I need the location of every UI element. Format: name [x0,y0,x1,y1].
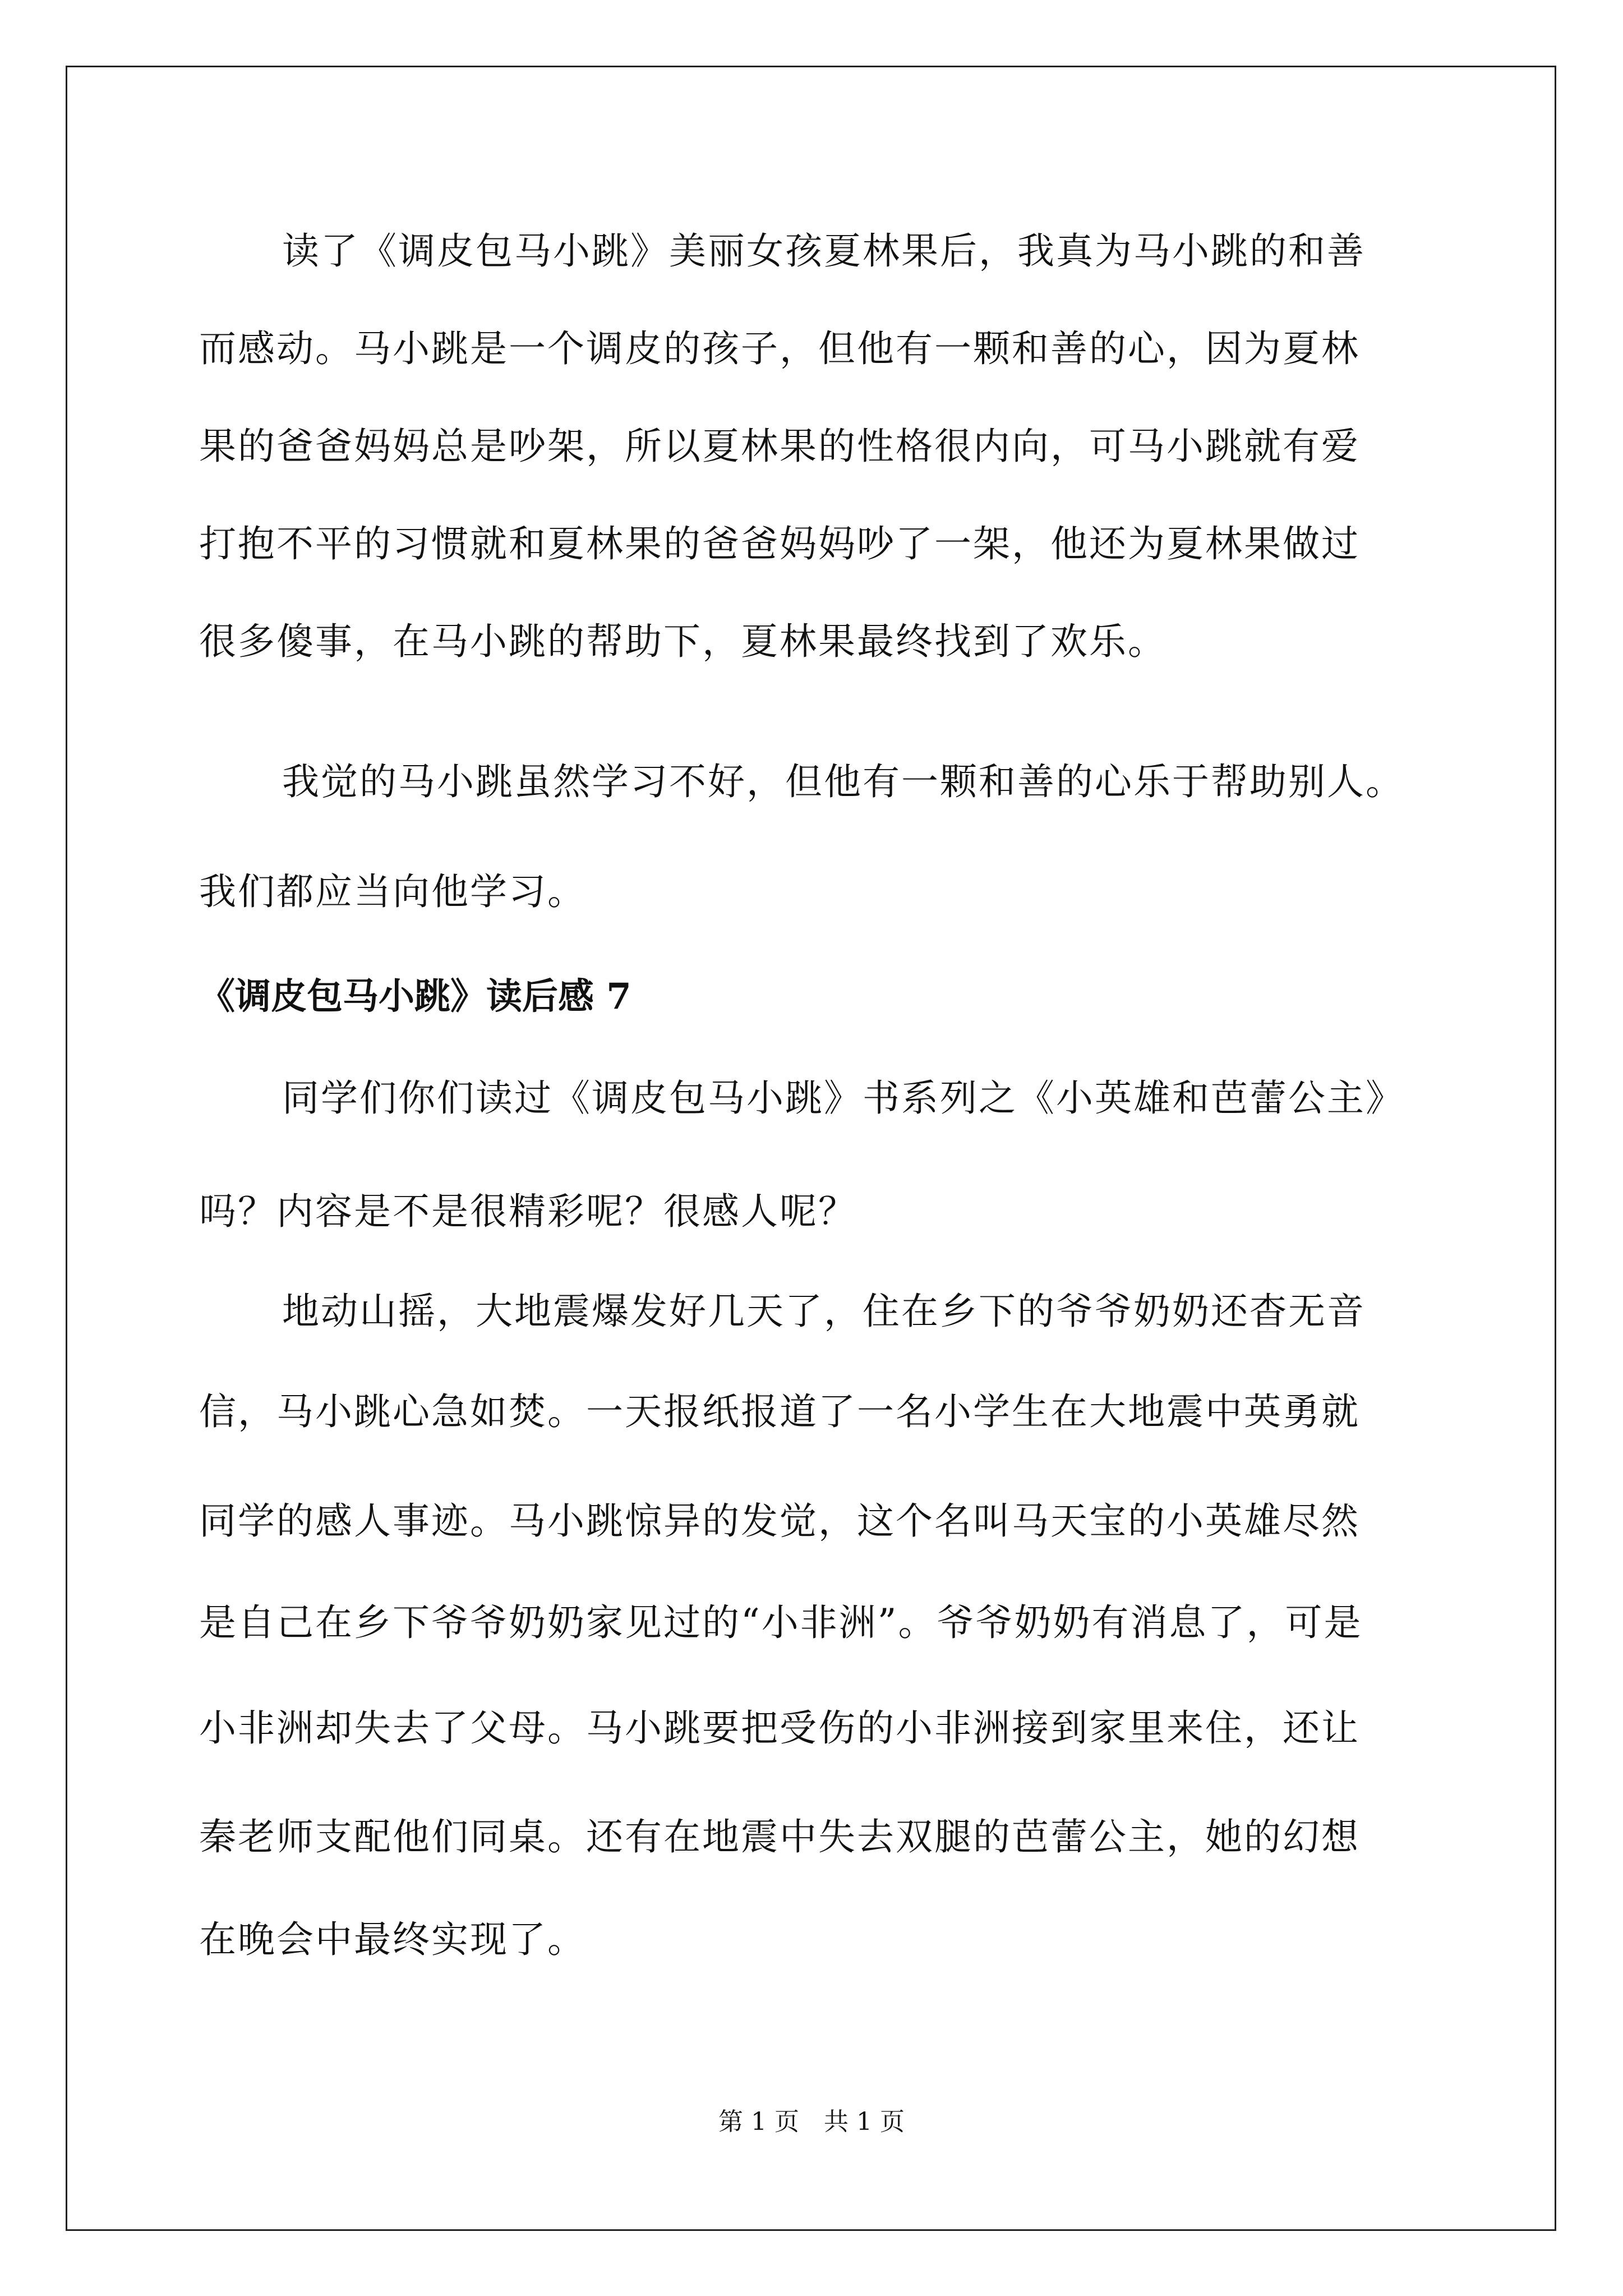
paragraph-2-line-1: 我觉的马小跳虽然学习不好，但他有一颗和善的心乐于帮助别人。 [282,760,1404,803]
paragraph-1-line-3: 果的爸爸妈妈总是吵架，所以夏林果的性格很内向，可马小跳就有爱 [199,425,1360,468]
paragraph-4-line-7: 在晚会中最终实现了。 [199,1918,586,1961]
paragraph-4-line-1: 地动山摇，大地震爆发好几天了，住在乡下的爷爷奶奶还杳无音 [282,1290,1366,1333]
paragraph-1-line-2: 而感动。马小跳是一个调皮的孩子，但他有一颗和善的心，因为夏林 [199,327,1360,370]
page-border [66,66,1556,2231]
paragraph-1-line-5: 很多傻事，在马小跳的帮助下，夏林果最终找到了欢乐。 [199,620,1166,663]
paragraph-1-line-1: 读了《调皮包马小跳》美丽女孩夏林果后，我真为马小跳的和善 [282,229,1366,273]
paragraph-3-line-2: 吗？内容是不是很精彩呢？很感人呢？ [199,1190,857,1233]
paragraph-4-line-3: 同学的感人事迹。马小跳惊异的发觉，这个名叫马天宝的小英雄尽然 [199,1499,1360,1543]
paragraph-2-line-2: 我们都应当向他学习。 [199,870,586,913]
section-title: 《调皮包马小跳》读后感 7 [199,976,631,1018]
page-footer: 第 1 页 共 1 页 [718,2108,905,2136]
paragraph-1-line-4: 打抱不平的习惯就和夏林果的爸爸妈妈吵了一架，他还为夏林果做过 [199,522,1360,565]
paragraph-3-line-1: 同学们你们读过《调皮包马小跳》书系列之《小英雄和芭蕾公主》 [282,1076,1404,1120]
paragraph-4-line-4: 是自己在乡下爷爷奶奶家见过的“小非洲”。爷爷奶奶有消息了，可是 [199,1601,1363,1644]
paragraph-4-line-2: 信，马小跳心急如焚。一天报纸报道了一名小学生在大地震中英勇就 [199,1390,1360,1433]
paragraph-4-line-5: 小非洲却失去了父母。马小跳要把受伤的小非洲接到家里来住，还让 [199,1706,1360,1750]
paragraph-4-line-6: 秦老师支配他们同桌。还有在地震中失去双腿的芭蕾公主，她的幻想 [199,1815,1360,1858]
